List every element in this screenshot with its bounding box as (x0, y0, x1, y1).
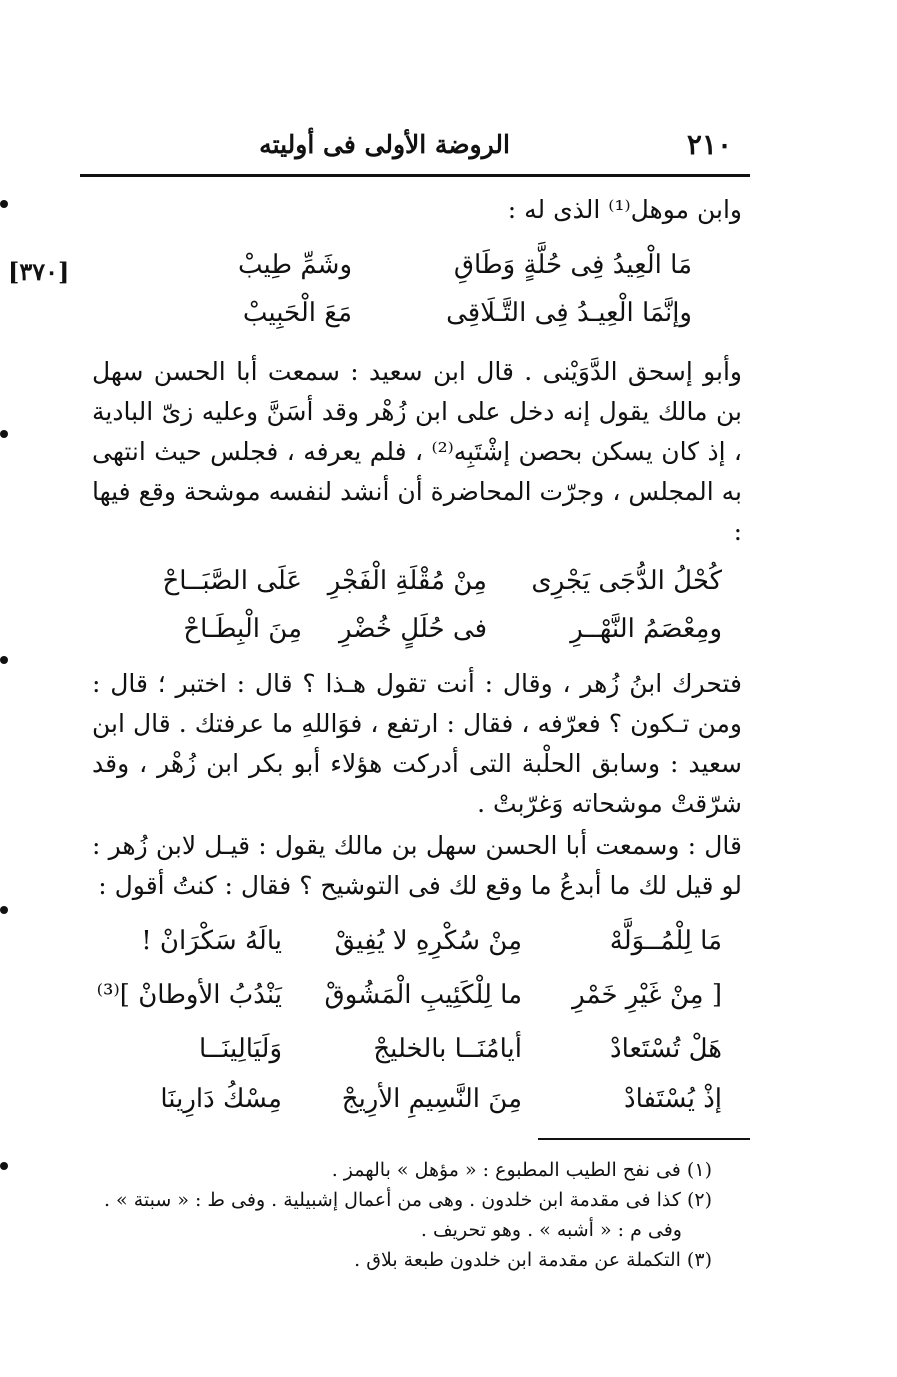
paragraph-quote-intro: قال : وسمعت أبا الحسن سهل بن مالك يقول : قيـل لابن زُهر : لو قيل لك ما أبدعُ ما وقع لك فى التوشيح ؟ فقال : كنتُ أقول : (92, 831, 742, 900)
verse-part-1: كُحْلُ الدُّجَى يَجْرِى (531, 566, 722, 596)
verse-part-2: أيامُنَــا بالخليجْ (373, 1034, 522, 1064)
muwashshah-row (92, 614, 732, 658)
footnote-2-continued: وفى م : « أشبه » . وهو تحريف . (420, 1219, 682, 1241)
verse-second-half: وشَمِّ طِيبْ (238, 250, 352, 280)
verse-part-3: يَنْدُبُ الأوطانْ ]⁽³⁾ (96, 980, 282, 1010)
verse-part-2: ما لِلْكَئِيبِ الْمَشُوقْ (324, 980, 522, 1010)
page-number: ٢١٠ (686, 128, 732, 161)
verse-part-2: مِنْ مُقْلَةِ الْفَجْرِ (327, 566, 487, 596)
verse-part-3: وَلَيَالِينَــا (198, 1034, 282, 1064)
verse-part-3: عَلَى الصَّبَــاحْ (162, 566, 302, 596)
verse-part-1: مَا لِلْمُــوَلَّهْ (609, 926, 722, 956)
header-rule (80, 174, 750, 177)
footnote-2: (٢) كذا فى مقدمة ابن خلدون . وهى من أعمال إشبيلية . وفى ط : « سبتة » . (103, 1189, 712, 1211)
footnote-1: (١) فى نفح الطيب المطبوع : « مؤهل » بالهمز . (331, 1159, 712, 1181)
verse-part-2: مِنْ سُكْرِهِ لا يُفِيقْ (334, 926, 522, 956)
verse-part-3: يالَهُ سَكْرَانْ ! (141, 926, 282, 956)
verse-part-1: ومِعْصَمُ النَّهْــرِ (570, 614, 722, 644)
margin-mark (0, 430, 8, 438)
margin-page-reference: [٣٧٠] (8, 257, 70, 286)
muwashshah-row (92, 1034, 732, 1078)
footnote-rule (538, 1138, 750, 1140)
verse-second-half: مَعَ الْحَبِيبْ (242, 298, 352, 328)
footnote-3: (٣) التكملة عن مقدمة ابن خلدون طبعة بلاق . (354, 1249, 712, 1271)
verse-part-3: مِنَ الْبِطَـاحْ (183, 614, 302, 644)
verse-part-1: [ مِنْ غَيْرِ خَمْرِ (572, 980, 722, 1010)
muwashshah-row (92, 566, 732, 610)
verse-part-2: مِنَ النَّسِيمِ الأرِيجْ (341, 1084, 522, 1114)
verse-first-half: وإنَّمَا الْعِيـدُ فِى التَّـلَاقِى (446, 298, 692, 328)
muwashshah-row (92, 926, 732, 970)
muwashshah-row (92, 980, 732, 1024)
verse-row (92, 250, 732, 294)
margin-mark (0, 1162, 8, 1170)
muwashshah-row (92, 1084, 732, 1128)
paragraph-dialogue: فتحرك ابنُ زُهر ، وقال : أنت تقول هـذا ؟ قال : اختبر ؛ قال : ومن تـكون ؟ فعرّفه ، فقال : ارتفع ، فوَاللهِ ما عرفتك . قال ابن سعيد : وسابق الحلْبة التى أدركت هؤلاء أبو بكر ابن زُهْر ، وقد شرّقتْ موشحاته وَغرّبتْ . (92, 669, 742, 818)
verse-part-2: فى حُلَلٍ خُضْرِ (339, 614, 487, 644)
margin-mark (0, 906, 8, 914)
verse-first-half: مَا الْعِيدُ فِى حُلَّةٍ وَطَاقِ (453, 250, 692, 280)
margin-mark (0, 656, 8, 664)
margin-mark (0, 200, 8, 208)
verse-part-1: إذْ يُسْتَفادْ (624, 1084, 722, 1114)
verse-part-1: هَلْ تُسْتَعادْ (610, 1034, 722, 1064)
paragraph-narrative: وأبو إسحق الدَّوَيْنى . قال ابن سعيد : سمعت أبا الحسن سهل بن مالك يقول إنه دخل على ابن زُهْر وقد أسَنَّ وعليه زىّ البادية ، إذ كان يسكن بحصن إشْتَبِه⁽²⁾ ، فلم يعرفه ، فجلس حيث انتهى به المجلس ، وجرّت المحاضرة أن أنشد لنفسه موشحة وقع فيها : (92, 357, 742, 546)
running-title: الروضة الأولى فى أوليته (259, 130, 510, 159)
verse-row (92, 298, 732, 342)
page-header (80, 128, 750, 168)
verse-part-3: مِسْكُ دَارِينَا (160, 1084, 282, 1114)
paragraph-intro: وابن موهل⁽¹⁾ الذى له : (507, 195, 742, 224)
